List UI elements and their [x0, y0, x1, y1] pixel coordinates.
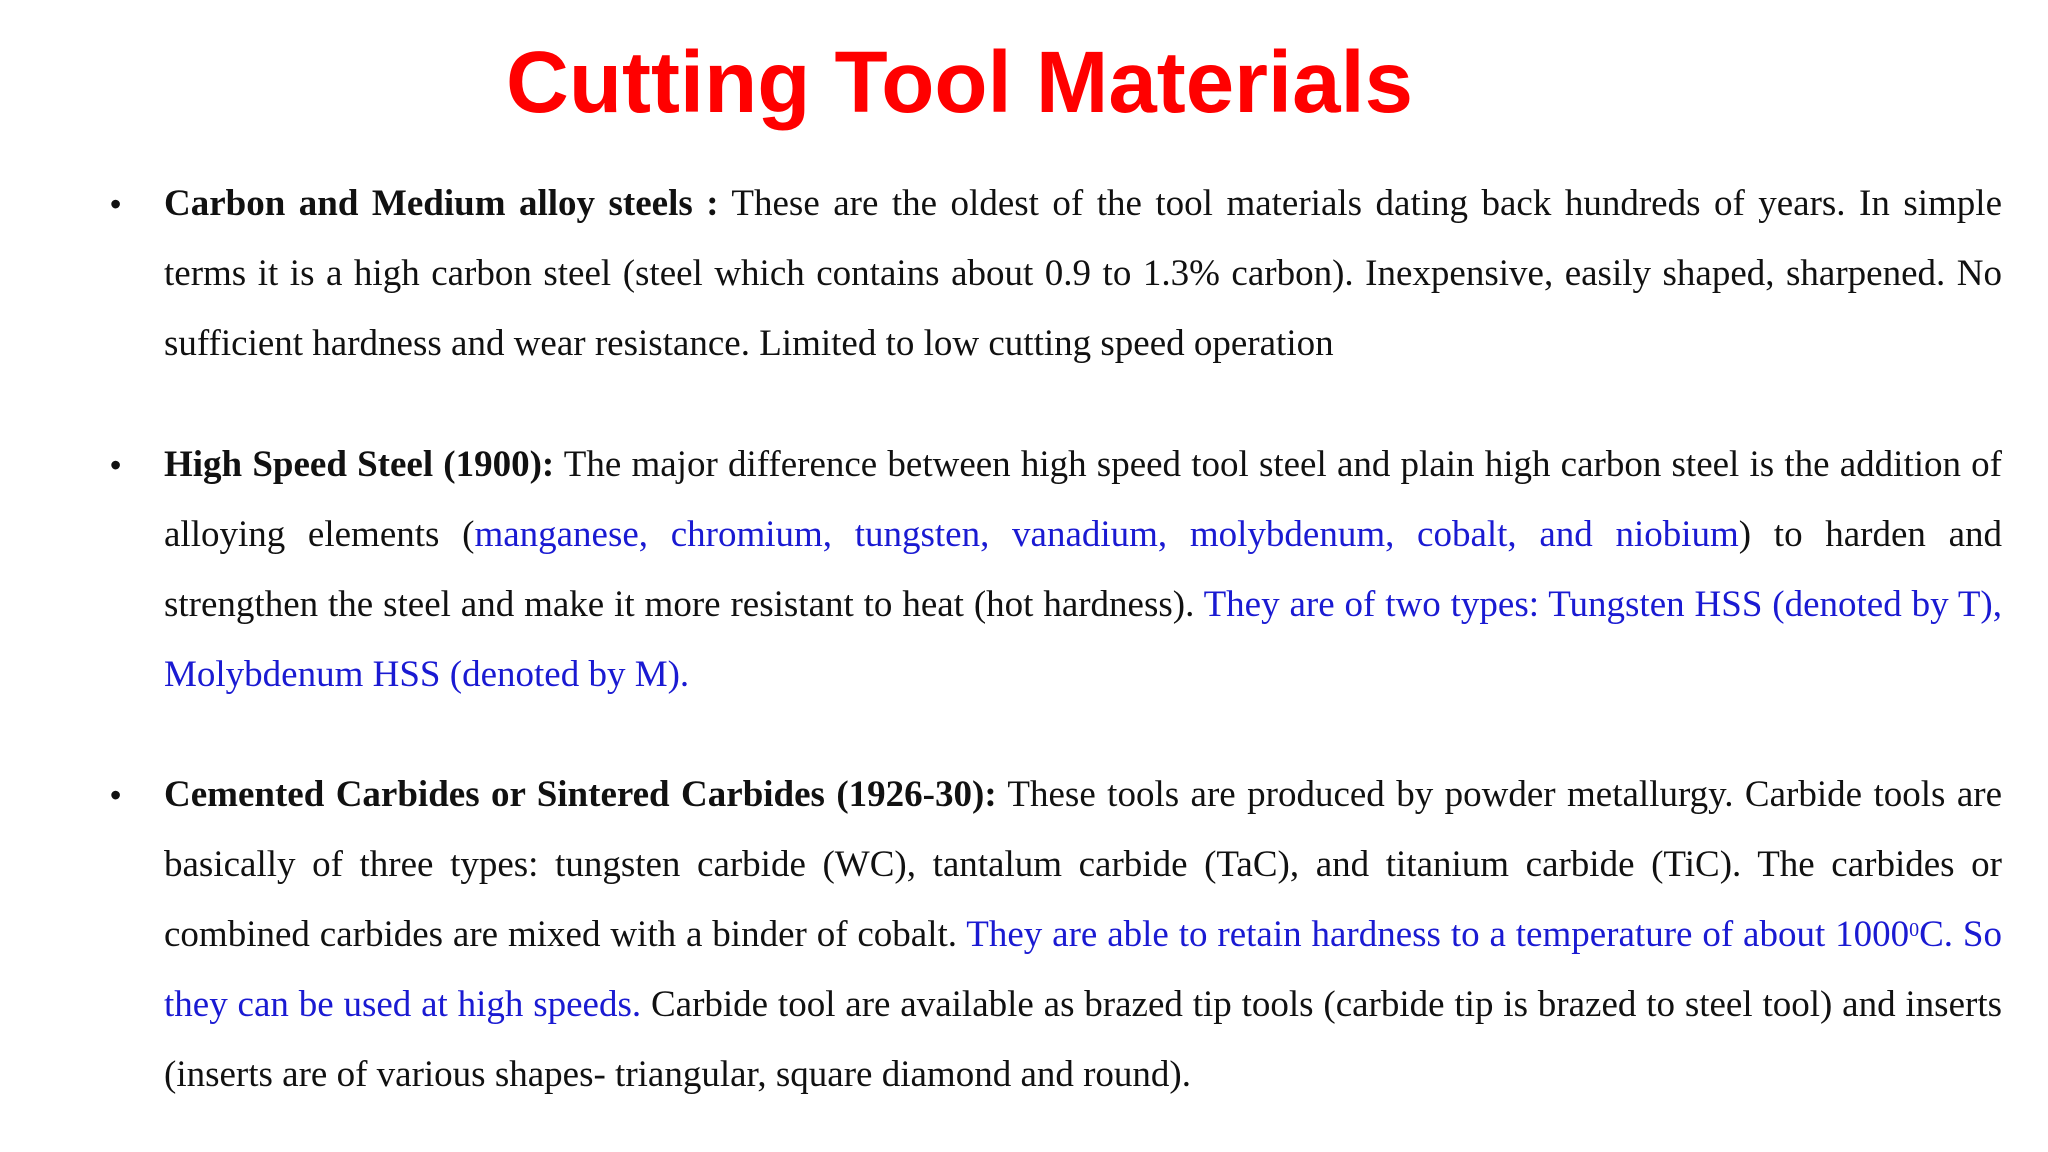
bullet-dot-icon: • — [110, 186, 122, 222]
list-item-high-speed-steel — [110, 430, 2003, 710]
bullet-text: These tools are produced by powder metallurgy. Carbide tools are basically of three types: tungsten carbide (WC), tantalum carbide (TaC), and titanium carbide (TiC). The carbides or combined carbides are mixed with a binder of cobalt. — [164, 774, 2002, 955]
bullet-text: ) to harden and strengthen the steel and make it more resistant to heat (hot hardness). — [164, 514, 2002, 625]
page-title: Cutting Tool Materials — [506, 34, 1414, 131]
bullet-dot-icon: • — [110, 777, 122, 813]
highlight-text: They are able to retain hardness to a temperature of about 1000 — [966, 914, 1910, 955]
degree-superscript: 0 — [1909, 919, 1920, 941]
bullet-term: Cemented Carbides or Sintered Carbides (1926-30): — [164, 774, 997, 815]
bullet-term: Carbon and Medium alloy steels : — [164, 183, 719, 224]
bullet-term: High Speed Steel (1900): — [164, 444, 555, 485]
bullet-text: Carbide tool are available as brazed tip tools (carbide tip is brazed to steel tool) and inserts (inserts are of various shapes- triangular, square diamond and round). — [164, 984, 2003, 1095]
bullet-dot-icon: • — [110, 447, 122, 483]
list-item-carbon-steels — [110, 169, 2003, 379]
hss-types-highlight: They are of two types: Tungsten HSS (denoted by T), Molybdenum HSS (denoted by M). — [164, 584, 2003, 695]
highlight-text: C. So they can be used at high speeds. — [164, 914, 2002, 1025]
bullet-text: These are the oldest of the tool materials dating back hundreds of years. In simple terms it is a high carbon steel (steel which contains about 0.9 to 1.3% carbon). Inexpensive, easily shaped, sharpened. No sufficient hardness and wear resistance. Limited to low cutting speed operation — [164, 183, 2003, 364]
bullet-text: The major difference between high speed tool steel and plain high carbon steel is the addition of alloying elements ( — [164, 444, 2002, 555]
alloying-elements-highlight: manganese, chromium, tungsten, vanadium, molybdenum, cobalt, and niobium — [474, 514, 1739, 555]
list-item-cemented-carbides — [110, 760, 2003, 1110]
